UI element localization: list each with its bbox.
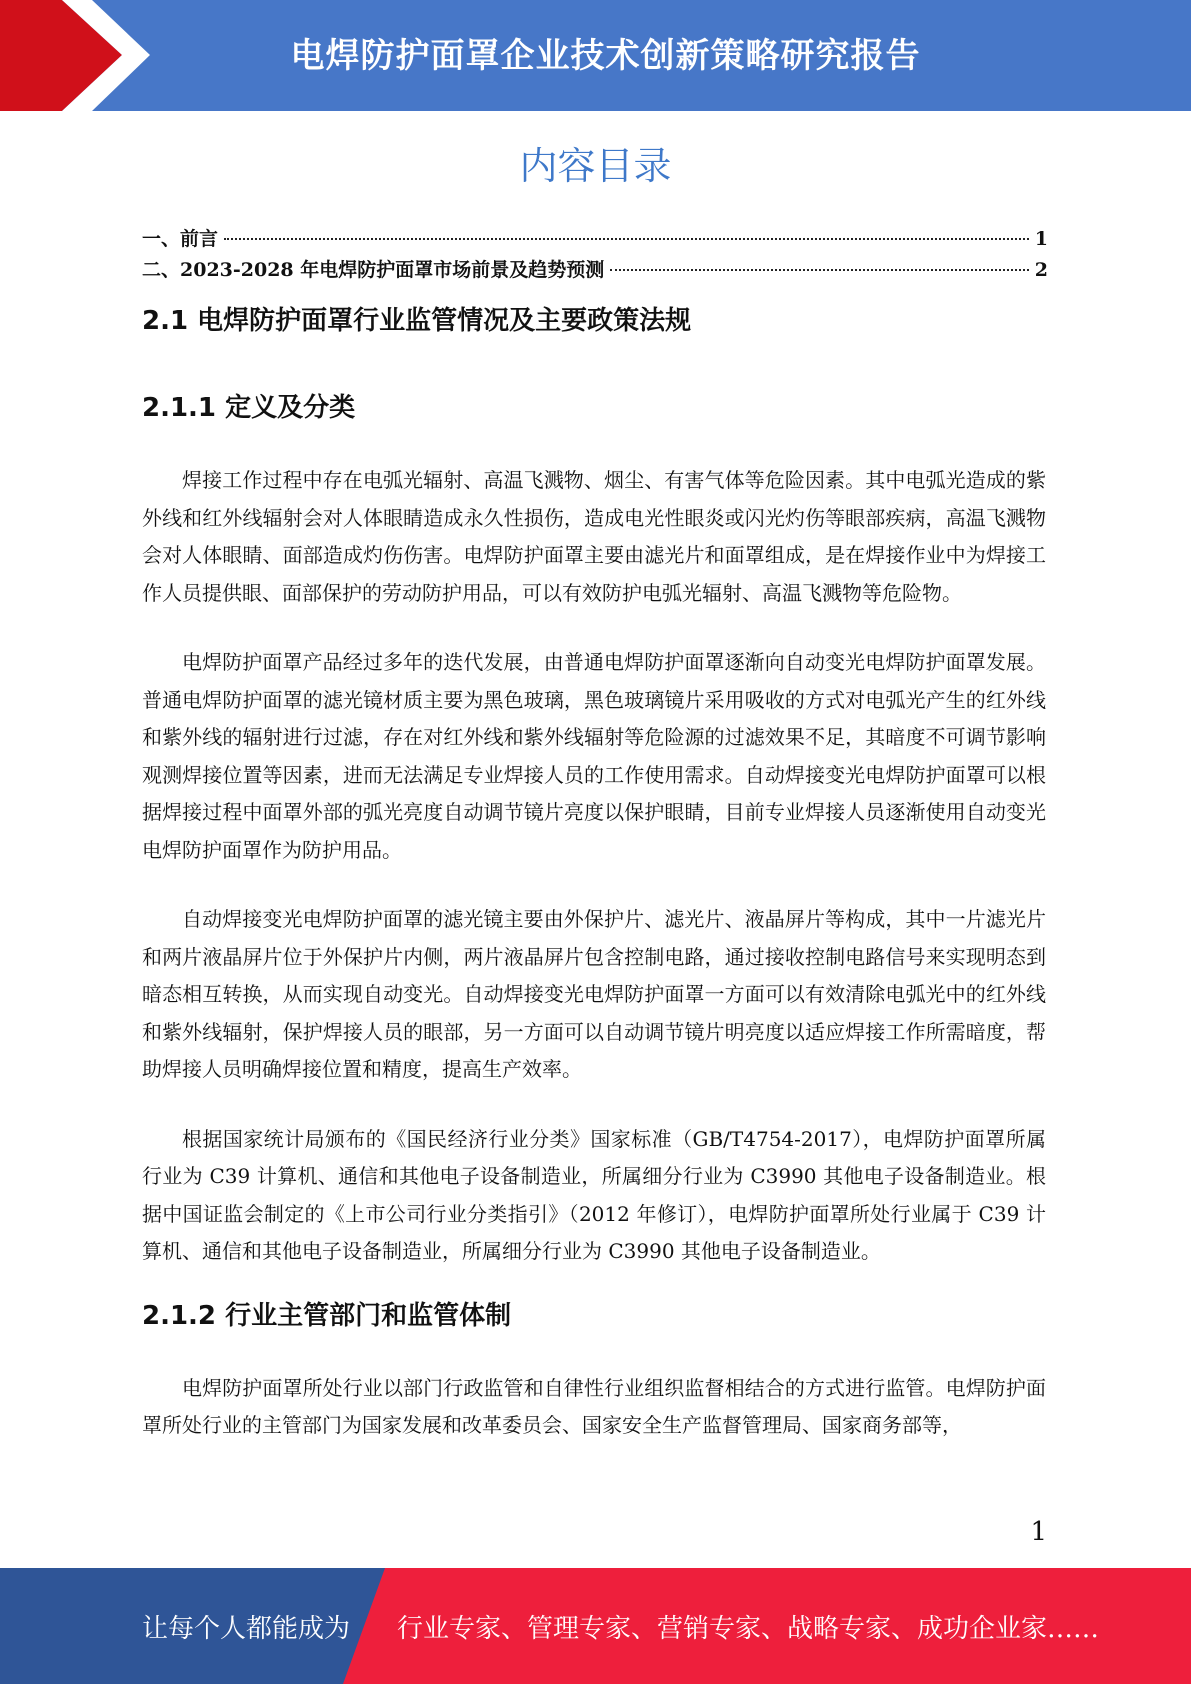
- paragraph: 电焊防护面罩产品经过多年的迭代发展，由普通电焊防护面罩逐渐向自动变光电焊防护面罩发展。普通电焊防护面罩的滤光镜材质主要为黑色玻璃，黑色玻璃镜片采用吸收的方式对电弧光产生的红外线和紫外线的辐射进行过滤，存在对红外线和紫外线辐射等危险源的过滤效果不足，其暗度不可调节影响观测焊接位置等因素，进而无法满足专业焊接人员的工作使用需求。自动焊接变光电焊防护面罩可以根据焊接过程中面罩外部的弧光亮度自动调节镜片亮度以保护眼睛，目前专业焊接人员逐渐使用自动变光电焊防护面罩作为防护用品。: [142, 650, 1046, 862]
- section-heading-2-1: 2.1 电焊防护面罩行业监管情况及主要政策法规: [142, 306, 692, 336]
- footer-slogan-right: 行业专家、管理专家、营销专家、战略专家、成功企业家……: [397, 1614, 1100, 1644]
- paragraph: 电焊防护面罩所处行业以部门行政监管和自律性行业组织监督相结合的方式进行监管。电焊防护面罩所处行业的主管部门为国家发展和改革委员会、国家安全生产监督管理局、国家商务部等，: [142, 1375, 1046, 1437]
- section-heading-2-1-1: 2.1.1 定义及分类: [142, 393, 356, 423]
- toc-item-page: 2: [1034, 259, 1048, 281]
- toc-item[interactable]: [142, 255, 1048, 286]
- toc-leader-dots: [224, 238, 1029, 240]
- toc-item-label: 二、2023-2028 年电焊防护面罩市场前景及趋势预测: [142, 259, 605, 281]
- toc-item-page: 1: [1034, 228, 1048, 250]
- section-heading-2-1-2: 2.1.2 行业主管部门和监管体制: [142, 1300, 512, 1331]
- header-title: 电焊防护面罩企业技术创新策略研究报告: [290, 36, 921, 76]
- paragraph: 根据国家统计局颁布的《国民经济行业分类》国家标准（GB/T4754-2017），电焊防护面罩所属行业为 C39 计算机、通信和其他电子设备制造业，所属细分行业为 C3990 其他电子设备制造业。根据中国证监会制定的《上市公司行业分类指引》（2012 年修订），电焊防护面罩所处行业属于 C39 计算机、通信和其他电子设备制造业，所属细分行业为 C3990 其他电子设备制造业。: [142, 1126, 1046, 1263]
- paragraph: 自动焊接变光电焊防护面罩的滤光镜主要由外保护片、滤光片、液晶屏片等构成，其中一片滤光片和两片液晶屏片位于外保护片内侧，两片液晶屏片包含控制电路，通过接收控制电路信号来实现明态到暗态相互转换，从而实现自动变光。自动焊接变光电焊防护面罩一方面可以有效清除电弧光中的红外线和紫外线辐射，保护焊接人员的眼部，另一方面可以自动调节镜片明亮度以适应焊接工作所需暗度，帮助焊接人员明确焊接位置和精度，提高生产效率。: [142, 907, 1046, 1081]
- paragraph: 焊接工作过程中存在电弧光辐射、高温飞溅物、烟尘、有害气体等危险因素。其中电弧光造成的紫外线和红外线辐射会对人体眼睛造成永久性损伤，造成电光性眼炎或闪光灼伤等眼部疾病，高温飞溅物会对人体眼睛、面部造成灼伤伤害。电焊防护面罩主要由滤光片和面罩组成，是在焊接作业中为焊接工作人员提供眼、面部保护的劳动防护用品，可以有效防护电弧光辐射、高温飞溅物等危险物。: [142, 468, 1046, 605]
- page-number: 1: [1030, 1517, 1047, 1547]
- toc-leader-dots: [610, 269, 1029, 271]
- toc-heading: 内容目录: [519, 144, 672, 188]
- footer-banner: [0, 1568, 1191, 1684]
- document-body: [142, 300, 1046, 1445]
- toc-item-label: 一、前言: [142, 228, 219, 250]
- footer-slogan-left: 让每个人都能成为: [142, 1614, 351, 1644]
- table-of-contents: [142, 224, 1048, 286]
- header-banner: [0, 0, 1191, 111]
- toc-item[interactable]: [142, 224, 1048, 255]
